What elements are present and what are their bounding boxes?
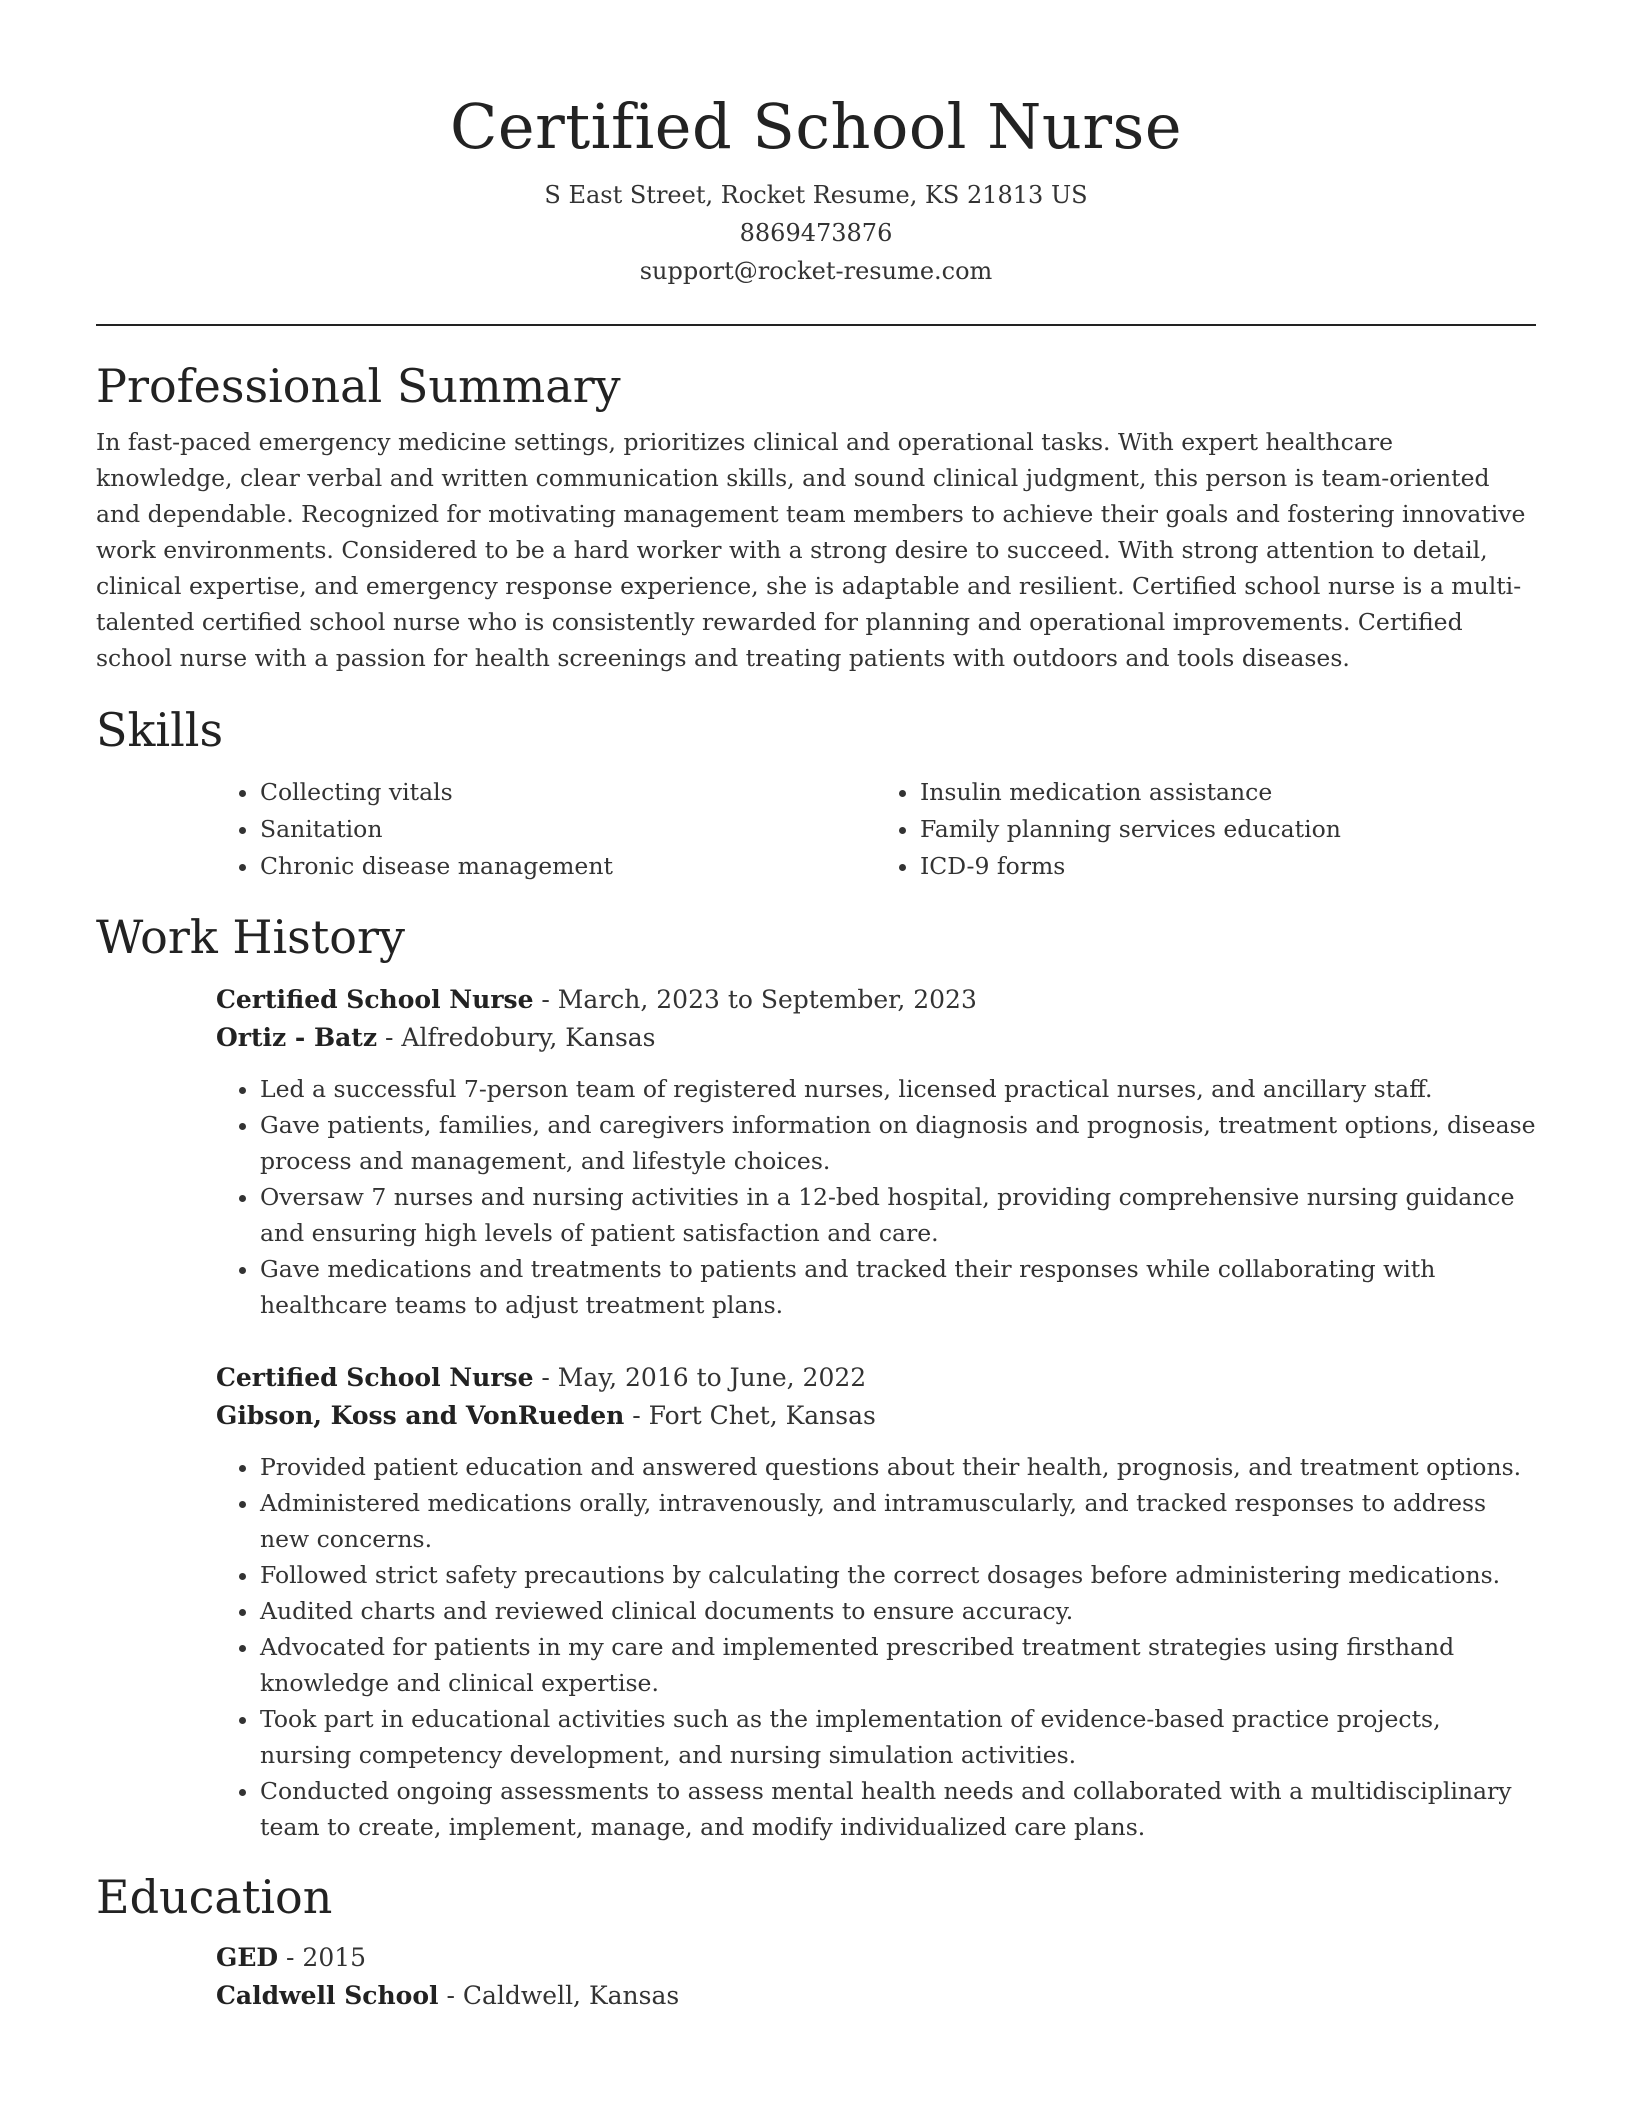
header-divider xyxy=(96,324,1536,326)
skills-section xyxy=(96,700,1536,885)
education-location: - Caldwell, Kansas xyxy=(438,1981,680,2010)
job-location: - Fort Chet, Kansas xyxy=(624,1401,876,1430)
job-entry xyxy=(216,1359,1536,1845)
work-history-heading: Work History xyxy=(96,910,405,964)
job-location: - Alfredobury, Kansas xyxy=(377,1023,656,1052)
job-title: Certified School Nurse xyxy=(216,1363,534,1392)
job-dates: - March, 2023 to September, 2023 xyxy=(533,985,977,1014)
skill-item: • Collecting vitals xyxy=(260,774,876,811)
skills-heading: Skills xyxy=(96,703,224,757)
skill-item: • ICD-9 forms xyxy=(920,848,1536,885)
summary-heading: Professional Summary xyxy=(96,359,621,413)
work-history-section xyxy=(96,907,1536,1845)
job-title-line xyxy=(216,1359,1536,1397)
job-duty: • Gave patients, families, and caregivers information on diagnosis and prognosis, treatment options, disease process and management, and lifestyle choices. xyxy=(260,1107,1536,1179)
job-duty: • Gave medications and treatments to patients and tracked their responses while collaborating with healthcare teams to adjust treatment plans. xyxy=(260,1251,1536,1323)
job-duty: • Followed strict safety precautions by calculating the correct dosages before administering medications. xyxy=(260,1557,1536,1593)
summary-text: In fast-paced emergency medicine settings, prioritizes clinical and operational tasks. With expert healthcare knowledge, clear verbal and written communication skills, and sound clinical judgment, this person is team-oriented and dependable. Recognized for motivating management team members to achieve their goals and fostering innovative work environments. Considered to be a hard worker with a strong desire to succeed. With strong attention to detail, clinical expertise, and emergency response experience, she is adaptable and resilient. Certified school nurse is a multi-talented certified school nurse who is consistently rewarded for planning and operational improvements. Certified school nurse with a passion for health screenings and treating patients with outdoors and tools diseases. xyxy=(96,428,1526,672)
job-company-line xyxy=(216,1397,1536,1435)
job-duty: • Took part in educational activities such as the implementation of evidence-based practice projects, nursing competency development, and nursing simulation activities. xyxy=(260,1701,1536,1773)
education-section xyxy=(96,1867,1536,2015)
job-title: Certified School Nurse xyxy=(216,985,534,1014)
skill-item: • Insulin medication assistance xyxy=(920,774,1536,811)
job-duty: • Administered medications orally, intravenously, and intramuscularly, and tracked responses to address new concerns. xyxy=(260,1485,1536,1557)
skill-item: • Chronic disease management xyxy=(260,848,876,885)
phone: 8869473876 xyxy=(739,219,893,247)
candidate-name: Certified School Nurse xyxy=(449,90,1183,163)
job-duty: • Led a successful 7-person team of registered nurses, licensed practical nurses, and ancillary staff. xyxy=(260,1071,1536,1107)
job-company: Ortiz - Batz xyxy=(216,1023,378,1052)
job-company-line xyxy=(216,1019,1536,1057)
education-school: Caldwell School xyxy=(216,1981,439,2010)
skill-item: • Sanitation xyxy=(260,811,876,848)
job-duties-list xyxy=(216,1071,1536,1323)
job-duty: • Advocated for patients in my care and implemented prescribed treatment strategies using firsthand knowledge and clinical expertise. xyxy=(260,1629,1536,1701)
skills-grid xyxy=(216,774,1536,885)
email: support@rocket-resume.com xyxy=(639,257,993,285)
education-year: - 2015 xyxy=(278,1943,367,1972)
job-duty: • Conducted ongoing assessments to assess mental health needs and collaborated with a multidisciplinary team to create, implement, manage, and modify individualized care plans. xyxy=(260,1773,1536,1845)
address: S East Street, Rocket Resume, KS 21813 US xyxy=(544,181,1088,209)
job-dates: - May, 2016 to June, 2022 xyxy=(533,1363,867,1392)
resume-header xyxy=(96,0,1536,290)
job-duty: • Audited charts and reviewed clinical documents to ensure accuracy. xyxy=(260,1593,1536,1629)
education-heading: Education xyxy=(96,1870,333,1924)
skills-list-right xyxy=(876,774,1536,885)
job-company: Gibson, Koss and VonRueden xyxy=(216,1401,625,1430)
job-title-line xyxy=(216,981,1536,1019)
education-school-line xyxy=(216,1977,1536,2015)
job-entry xyxy=(216,981,1536,1323)
skills-list-left xyxy=(216,774,876,885)
contact-block xyxy=(96,176,1536,290)
job-duty: • Oversaw 7 nurses and nursing activities in a 12-bed hospital, providing comprehensive nursing guidance and ensuring high levels of patient satisfaction and care. xyxy=(260,1179,1536,1251)
skill-item: • Family planning services education xyxy=(920,811,1536,848)
job-duty: • Provided patient education and answered questions about their health, prognosis, and treatment options. xyxy=(260,1449,1536,1485)
education-degree: GED xyxy=(216,1943,279,1972)
summary-section xyxy=(96,356,1536,676)
education-degree-line xyxy=(216,1939,1536,1977)
job-duties-list xyxy=(216,1449,1536,1845)
education-entry xyxy=(216,1939,1536,2015)
